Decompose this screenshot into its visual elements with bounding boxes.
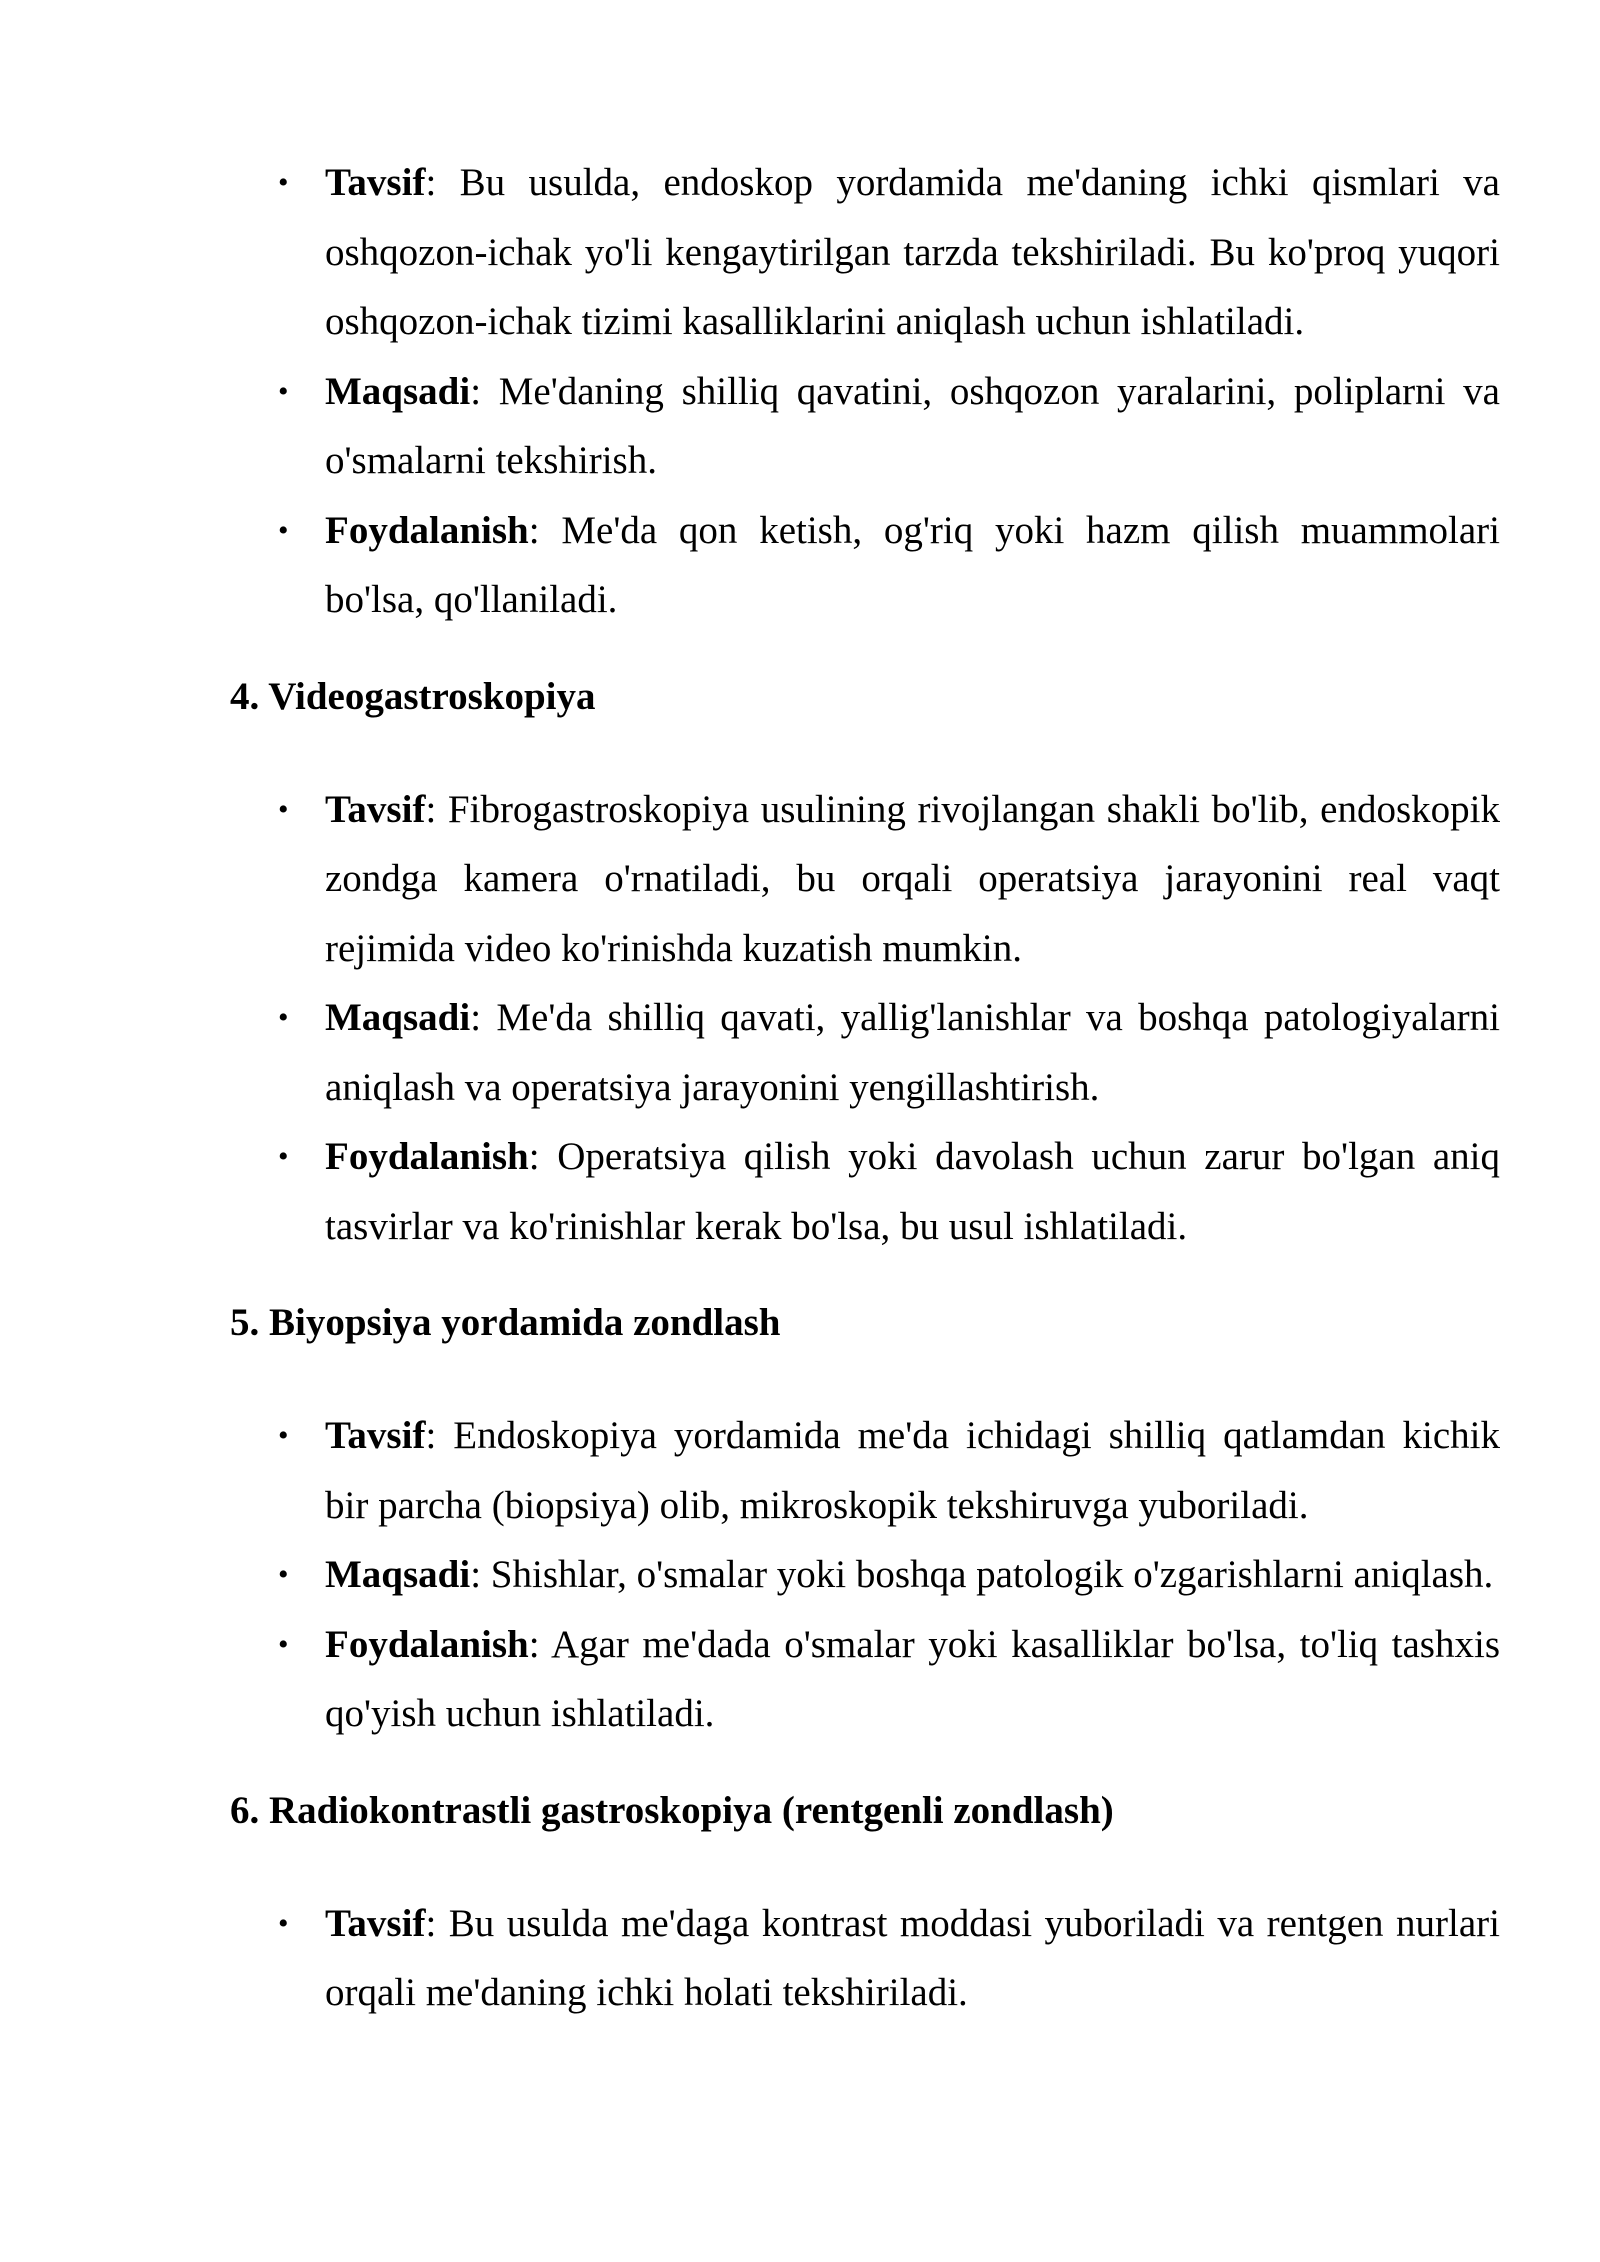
item-text: Me'da shilliq qavati, yallig'lanishlar va boshqa patologiyalarni aniqlash va operatsiya jarayonini yengillashtirish. bbox=[325, 996, 1500, 1109]
section-heading: 5. Biyopsiya yordamida zondlash bbox=[230, 1301, 781, 1344]
item-separator: : bbox=[470, 1553, 482, 1596]
list-item bbox=[230, 148, 1500, 357]
item-term: Foydalanish bbox=[325, 508, 529, 552]
bullet-icon: • bbox=[278, 513, 289, 547]
item-term: Maqsadi bbox=[325, 369, 471, 413]
item-term: Foydalanish bbox=[325, 1135, 529, 1178]
item-separator: : bbox=[425, 787, 437, 831]
list-item bbox=[230, 1122, 1500, 1261]
item-text: Fibrogastroskopiya usulining rivojlangan shakli bo'lib, endoskopik zondga kamera o'rnatiladi, bu orqali operatsiya jarayonini real vaqt rejimida video ko'rinishda kuzatish mumkin. bbox=[325, 787, 1500, 970]
item-separator: : bbox=[528, 1622, 540, 1666]
item-term: Maqsadi bbox=[325, 996, 471, 1039]
item-term: Tavsif bbox=[325, 1901, 426, 1945]
list-item bbox=[230, 357, 1500, 496]
list-item bbox=[230, 1889, 1500, 2028]
bullet-icon: • bbox=[278, 792, 289, 826]
list-item bbox=[230, 1610, 1500, 1749]
list-item bbox=[230, 775, 1500, 984]
bullet-icon: • bbox=[278, 1906, 289, 1940]
item-separator: : bbox=[425, 161, 437, 204]
bullet-list bbox=[230, 148, 1500, 635]
item-text: Endoskopiya yordamida me'da ichidagi shilliq qatlamdan kichik bir parcha (biopsiya) olib, mikroskopik tekshiruvga yuboriladi. bbox=[325, 1414, 1500, 1527]
item-term: Tavsif bbox=[325, 161, 426, 204]
bullet-icon: • bbox=[278, 166, 289, 199]
list-item bbox=[230, 496, 1500, 635]
item-text: Shishlar, o'smalar yoki boshqa patologik o'zgarishlarni aniqlash. bbox=[481, 1553, 1494, 1596]
section-heading: 4. Videogastroskopiya bbox=[230, 674, 596, 718]
item-separator: : bbox=[528, 508, 540, 552]
item-separator: : bbox=[528, 1135, 540, 1178]
item-term: Foydalanish bbox=[325, 1622, 529, 1666]
item-separator: : bbox=[470, 996, 482, 1039]
bullet-icon: • bbox=[278, 1627, 289, 1661]
item-text: Agar me'dada o'smalar yoki kasalliklar bo'lsa, to'liq tashxis qo'yish uchun ishlatiladi. bbox=[325, 1622, 1500, 1735]
document-body bbox=[230, 148, 1500, 2028]
item-text: Bu usulda, endoskop yordamida me'daning ichki qismlari va oshqozon-ichak yo'li kengaytirilgan tarzda tekshiriladi. Bu ko'proq yuqori oshqozon-ichak tizimi kasalliklarini aniqlash uchun ishlatiladi. bbox=[325, 161, 1500, 343]
item-text: Operatsiya qilish yoki davolash uchun zarur bo'lgan aniq tasvirlar va ko'rinishlar kerak bo'lsa, bu usul ishlatiladi. bbox=[325, 1135, 1500, 1248]
item-separator: : bbox=[470, 369, 482, 413]
section-heading: 6. Radiokontrastli gastroskopiya (rentgenli zondlash) bbox=[230, 1788, 1114, 1832]
item-text: Me'da qon ketish, og'riq yoki hazm qilish muammolari bo'lsa, qo'llaniladi. bbox=[325, 508, 1500, 621]
item-separator: : bbox=[425, 1901, 437, 1945]
bullet-list bbox=[230, 775, 1500, 1262]
bullet-list bbox=[230, 1889, 1500, 2028]
bullet-icon: • bbox=[278, 1140, 289, 1173]
bullet-icon: • bbox=[278, 1558, 289, 1591]
item-text: Me'daning shilliq qavatini, oshqozon yaralarini, poliplarni va o'smalarni tekshirish. bbox=[325, 369, 1500, 482]
bullet-list bbox=[230, 1401, 1500, 1749]
item-text: Bu usulda me'daga kontrast moddasi yuboriladi va rentgen nurlari orqali me'daning ichki holati tekshiriladi. bbox=[325, 1901, 1500, 2014]
list-item bbox=[230, 1401, 1500, 1540]
list-item bbox=[230, 983, 1500, 1122]
item-term: Tavsif bbox=[325, 787, 426, 831]
item-separator: : bbox=[425, 1414, 437, 1457]
bullet-icon: • bbox=[278, 1001, 289, 1034]
bullet-icon: • bbox=[278, 374, 289, 408]
list-item bbox=[230, 1540, 1500, 1610]
item-term: Tavsif bbox=[325, 1414, 426, 1457]
bullet-icon: • bbox=[278, 1419, 289, 1452]
item-term: Maqsadi bbox=[325, 1553, 471, 1596]
